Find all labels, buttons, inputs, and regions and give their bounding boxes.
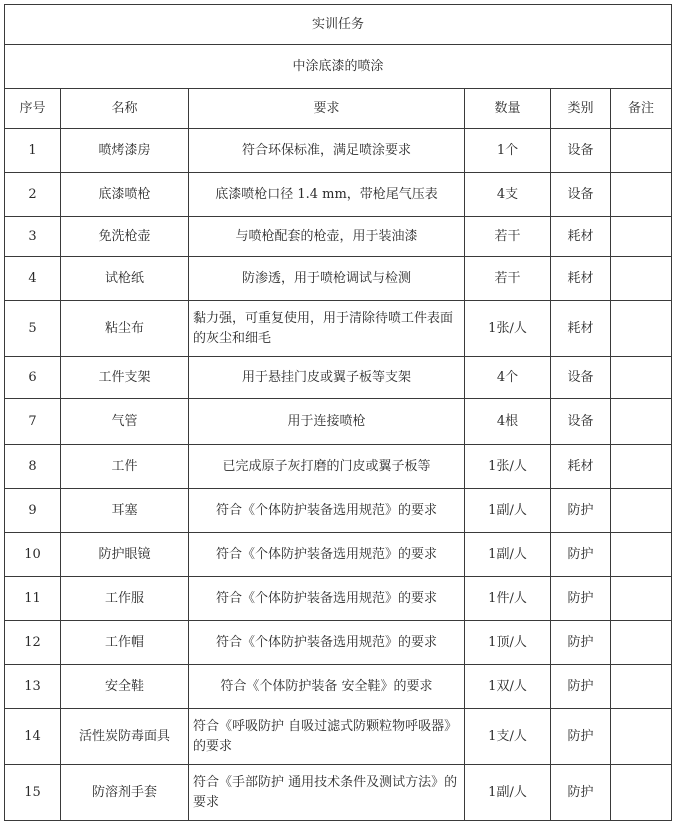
header-category: 类别: [551, 89, 611, 129]
table-row: [5, 217, 672, 257]
cell-name: 喷烤漆房: [61, 129, 189, 173]
cell-remark: [611, 399, 672, 445]
header-row: [5, 89, 672, 129]
cell-requirement: 符合《个体防护装备选用规范》的要求: [189, 489, 465, 533]
cell-name: 试枪纸: [61, 257, 189, 301]
cell-category: 设备: [551, 357, 611, 399]
cell-quantity: 1件/人: [465, 577, 551, 621]
cell-remark: [611, 621, 672, 665]
cell-remark: [611, 533, 672, 577]
cell-remark: [611, 489, 672, 533]
cell-category: 设备: [551, 399, 611, 445]
task-table: [4, 4, 672, 821]
cell-remark: [611, 709, 672, 765]
cell-name: 工作服: [61, 577, 189, 621]
cell-no: 7: [5, 399, 61, 445]
table-row: [5, 665, 672, 709]
cell-name: 气管: [61, 399, 189, 445]
cell-remark: [611, 129, 672, 173]
cell-quantity: 4支: [465, 173, 551, 217]
title-row: [5, 5, 672, 45]
cell-remark: [611, 301, 672, 357]
cell-category: 防护: [551, 709, 611, 765]
table-row: [5, 765, 672, 821]
cell-remark: [611, 257, 672, 301]
cell-category: 防护: [551, 665, 611, 709]
cell-category: 防护: [551, 621, 611, 665]
cell-no: 14: [5, 709, 61, 765]
header-quantity: 数量: [465, 89, 551, 129]
cell-requirement: 已完成原子灰打磨的门皮或翼子板等: [189, 445, 465, 489]
header-requirement: 要求: [189, 89, 465, 129]
cell-remark: [611, 665, 672, 709]
cell-name: 安全鞋: [61, 665, 189, 709]
table-row: [5, 709, 672, 765]
cell-remark: [611, 357, 672, 399]
cell-quantity: 1支/人: [465, 709, 551, 765]
cell-remark: [611, 765, 672, 821]
cell-name: 工作帽: [61, 621, 189, 665]
cell-no: 15: [5, 765, 61, 821]
cell-quantity: 1副/人: [465, 533, 551, 577]
cell-remark: [611, 173, 672, 217]
cell-name: 底漆喷枪: [61, 173, 189, 217]
table-title: 实训任务: [5, 5, 672, 45]
cell-category: 防护: [551, 765, 611, 821]
cell-quantity: 1张/人: [465, 301, 551, 357]
cell-name: 活性炭防毒面具: [61, 709, 189, 765]
cell-requirement: 用于悬挂门皮或翼子板等支架: [189, 357, 465, 399]
table-row: [5, 399, 672, 445]
cell-category: 设备: [551, 173, 611, 217]
subtitle-row: [5, 45, 672, 89]
cell-no: 8: [5, 445, 61, 489]
cell-name: 防护眼镜: [61, 533, 189, 577]
cell-quantity: 1个: [465, 129, 551, 173]
cell-quantity: 1张/人: [465, 445, 551, 489]
cell-no: 10: [5, 533, 61, 577]
cell-category: 耗材: [551, 445, 611, 489]
cell-category: 耗材: [551, 301, 611, 357]
table-row: [5, 301, 672, 357]
cell-requirement: 符合《个体防护装备选用规范》的要求: [189, 577, 465, 621]
cell-category: 耗材: [551, 217, 611, 257]
table-row: [5, 445, 672, 489]
cell-requirement: 底漆喷枪口径 1.4 mm，带枪尾气压表: [189, 173, 465, 217]
cell-quantity: 1副/人: [465, 765, 551, 821]
cell-no: 4: [5, 257, 61, 301]
cell-name: 防溶剂手套: [61, 765, 189, 821]
cell-requirement: 黏力强，可重复使用，用于清除待喷工件表面的灰尘和细毛: [189, 301, 465, 357]
cell-requirement: 符合《呼吸防护 自吸过滤式防颗粒物呼吸器》的要求: [189, 709, 465, 765]
cell-remark: [611, 445, 672, 489]
table-row: [5, 257, 672, 301]
cell-quantity: 4个: [465, 357, 551, 399]
cell-requirement: 符合《个体防护装备选用规范》的要求: [189, 621, 465, 665]
cell-remark: [611, 577, 672, 621]
table-row: [5, 357, 672, 399]
cell-no: 1: [5, 129, 61, 173]
cell-no: 3: [5, 217, 61, 257]
cell-name: 粘尘布: [61, 301, 189, 357]
cell-no: 12: [5, 621, 61, 665]
table-row: [5, 577, 672, 621]
cell-no: 5: [5, 301, 61, 357]
table-row: [5, 621, 672, 665]
header-no: 序号: [5, 89, 61, 129]
cell-requirement: 符合环保标准，满足喷涂要求: [189, 129, 465, 173]
cell-remark: [611, 217, 672, 257]
header-remark: 备注: [611, 89, 672, 129]
table-row: [5, 129, 672, 173]
header-name: 名称: [61, 89, 189, 129]
cell-category: 设备: [551, 129, 611, 173]
cell-category: 防护: [551, 577, 611, 621]
table-subtitle: 中涂底漆的喷涂: [5, 45, 672, 89]
cell-requirement: 符合《个体防护装备 安全鞋》的要求: [189, 665, 465, 709]
cell-quantity: 1顶/人: [465, 621, 551, 665]
cell-category: 耗材: [551, 257, 611, 301]
cell-name: 工件: [61, 445, 189, 489]
cell-quantity: 若干: [465, 257, 551, 301]
cell-requirement: 符合《个体防护装备选用规范》的要求: [189, 533, 465, 577]
cell-requirement: 与喷枪配套的枪壶，用于装油漆: [189, 217, 465, 257]
table-row: [5, 173, 672, 217]
cell-quantity: 4根: [465, 399, 551, 445]
cell-no: 2: [5, 173, 61, 217]
cell-no: 9: [5, 489, 61, 533]
table-row: [5, 489, 672, 533]
cell-requirement: 防渗透，用于喷枪调试与检测: [189, 257, 465, 301]
cell-quantity: 若干: [465, 217, 551, 257]
cell-requirement: 符合《手部防护 通用技术条件及测试方法》的要求: [189, 765, 465, 821]
cell-no: 6: [5, 357, 61, 399]
cell-category: 防护: [551, 533, 611, 577]
cell-name: 耳塞: [61, 489, 189, 533]
table-row: [5, 533, 672, 577]
cell-name: 免洗枪壶: [61, 217, 189, 257]
cell-category: 防护: [551, 489, 611, 533]
cell-no: 13: [5, 665, 61, 709]
cell-requirement: 用于连接喷枪: [189, 399, 465, 445]
cell-quantity: 1双/人: [465, 665, 551, 709]
cell-name: 工件支架: [61, 357, 189, 399]
cell-no: 11: [5, 577, 61, 621]
cell-quantity: 1副/人: [465, 489, 551, 533]
